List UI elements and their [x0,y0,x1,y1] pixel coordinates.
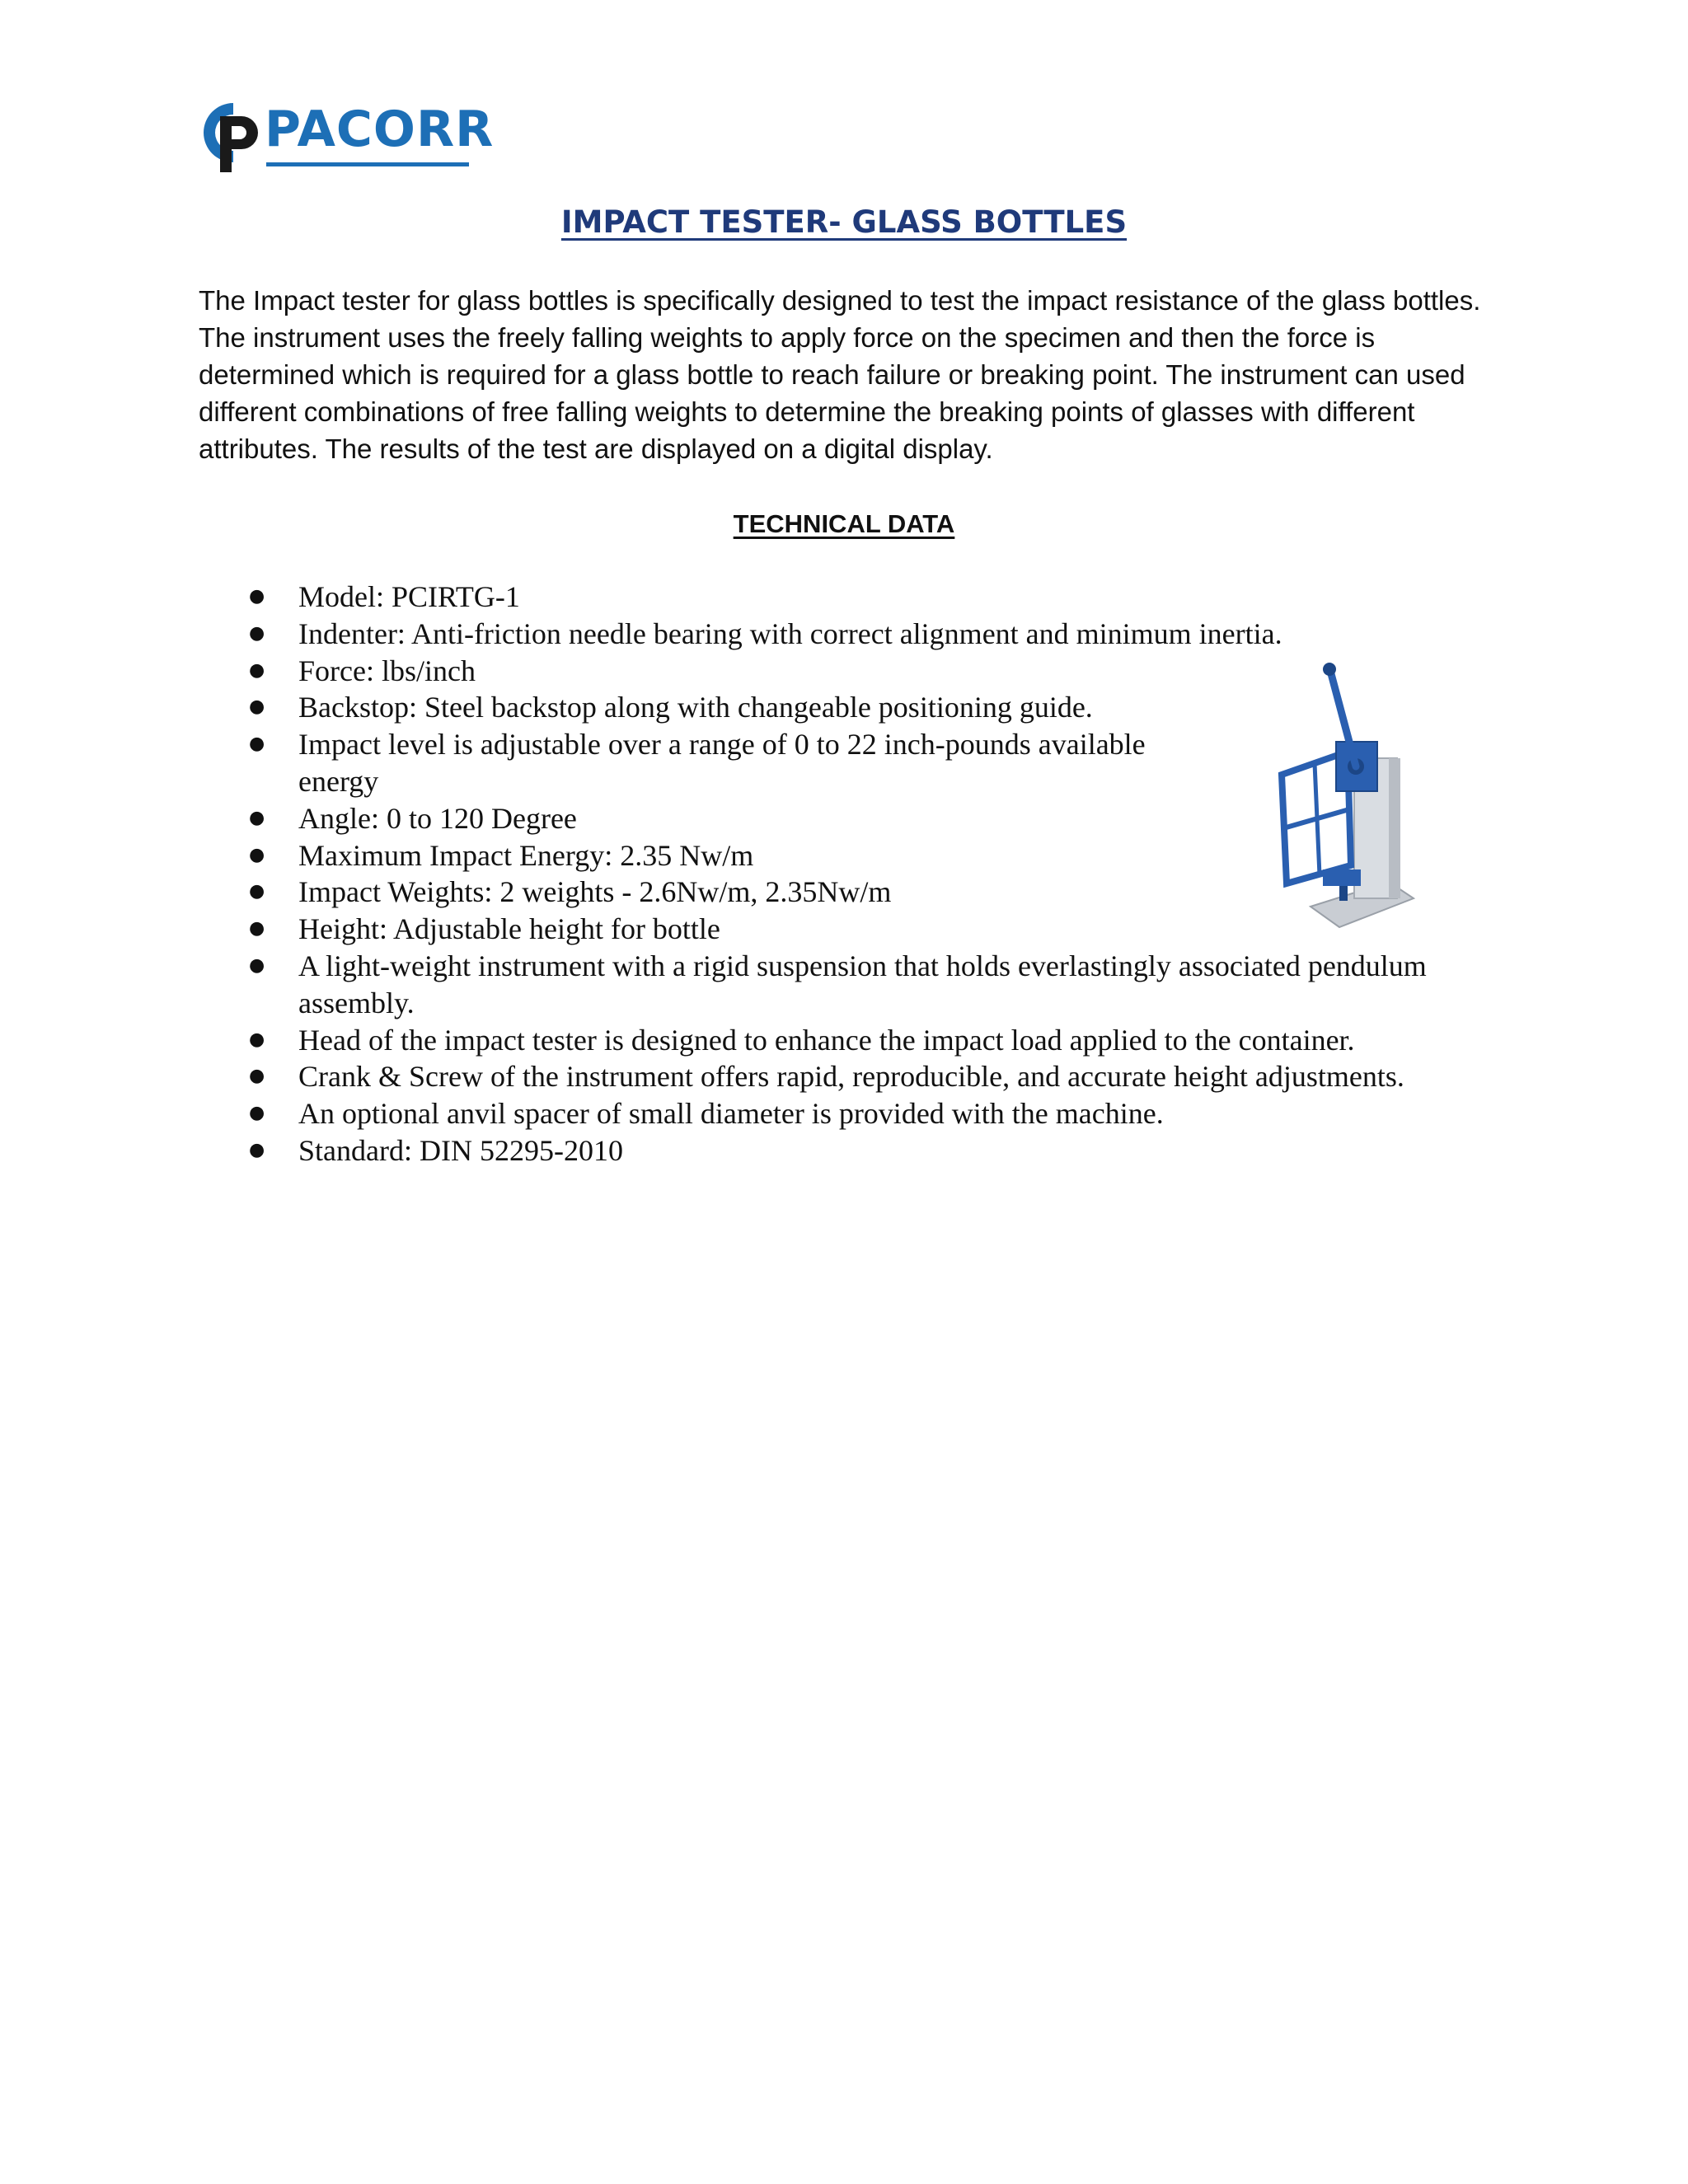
bullet-icon: ● [249,733,265,755]
logo-underline [266,162,469,166]
bullet-icon: ● [249,696,265,718]
page-title: IMPACT TESTER- GLASS BOTTLES [560,204,1128,240]
list-item [249,616,1502,653]
bullet-icon: ● [249,1103,265,1124]
bullet-icon: ● [249,659,265,681]
technical-data-heading: TECHNICAL DATA [733,509,955,538]
spec-text: Indenter: Anti-friction needle bearing with correct alignment and minimum inertia. [298,616,1282,650]
spec-text: Angle: 0 to 120 Degree [298,801,577,835]
bullet-icon: ● [249,954,265,976]
bullet-icon: ● [249,807,265,828]
impact-tester-machine-icon [1265,659,1430,931]
list-item [249,1132,1502,1169]
spec-text: Standard: DIN 52295-2010 [298,1133,623,1167]
spec-text: Backstop: Steel backstop along with changeable positioning guide. [298,691,1093,724]
bullet-icon: ● [249,844,265,865]
list-item [249,1058,1502,1095]
bullet-icon: ● [249,1029,265,1050]
logo-wordmark: PACORR [265,101,495,158]
spec-text: Height: Adjustable height for bottle [298,912,720,946]
spec-text: A light-weight instrument with a rigid suspension that holds everlastingly associated pendulum assembly. [298,949,1427,1019]
bullet-icon: ● [249,622,265,644]
spec-text: Model: PCIRTG-1 [298,580,520,613]
spec-text: Maximum Impact Energy: 2.35 Nw/m [298,838,754,872]
spec-text: Crank & Screw of the instrument offers rapid, reproducible, and accurate height adjustments. [298,1060,1404,1094]
pacorr-logo [199,98,495,174]
list-item [249,1095,1502,1132]
list-item [249,1022,1502,1059]
bullet-icon: ● [249,586,265,607]
intro-paragraph: The Impact tester for glass bottles is specifically designed to test the impact resistance of the glass bottles. The instrument uses the freely falling weights to apply force on the specimen and then the force is determined which is required for a glass bottle to reach failure or breaking point. The instrument can used different combinations of free falling weights to determine the breaking points of glasses with different attributes. The results of the test are displayed on a digital display. [199,285,1481,464]
pacorr-logo-icon [199,98,268,174]
bullet-icon: ● [249,1066,265,1087]
bullet-icon: ● [249,881,265,902]
bullet-icon: ● [249,1139,265,1160]
spec-text: Impact Weights: 2 weights - 2.6Nw/m, 2.35Nw/m [298,875,892,909]
list-item [249,579,1502,616]
spec-text: Head of the impact tester is designed to enhance the impact load applied to the container. [298,1023,1355,1057]
spec-text: Impact level is adjustable over a range of 0 to 22 inch-pounds available energy [298,728,1146,798]
spec-text: Force: lbs/inch [298,654,476,687]
spec-text: An optional anvil spacer of small diameter is provided with the machine. [298,1097,1164,1131]
bullet-icon: ● [249,918,265,940]
list-item [249,948,1502,1022]
